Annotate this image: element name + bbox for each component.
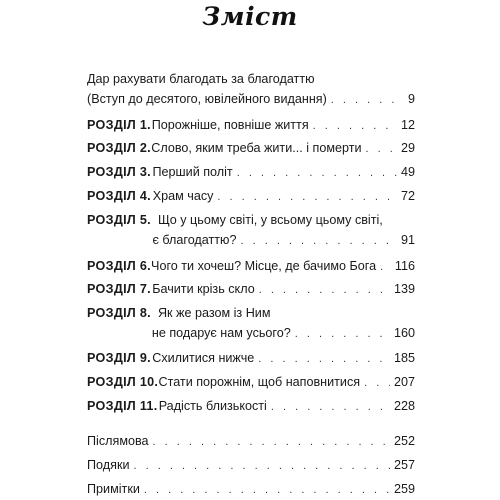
toc-entry-chapter-2[interactable] — [87, 138, 415, 158]
leader-dots — [258, 351, 390, 367]
leader-dots — [271, 399, 390, 415]
toc-entry-title: Примітки — [87, 482, 140, 496]
toc-entry-chapter-11[interactable] — [87, 396, 415, 416]
leader-dots — [144, 482, 390, 498]
toc-entry-title-continued: є благодаттю? — [152, 233, 237, 247]
toc-entry-title: Дар рахувати благодать за благодаттю — [87, 72, 315, 86]
toc-entry-chapter-5[interactable] — [87, 210, 415, 250]
chapter-label: РОЗДІЛ 6. — [87, 259, 151, 273]
toc-entry-page: 139 — [393, 282, 415, 296]
toc-entry-title: Як же разом із Ним — [157, 306, 271, 320]
toc-entry-title: Післямова — [87, 434, 149, 448]
toc-entry-page: 91 — [400, 233, 415, 247]
leader-dots — [313, 118, 397, 134]
chapter-label: РОЗДІЛ 9. — [87, 351, 151, 365]
toc-entry-page: 12 — [400, 118, 415, 132]
toc-entry-afterword[interactable] — [87, 431, 415, 451]
chapter-label: РОЗДІЛ 3. — [87, 165, 151, 179]
chapter-label: РОЗДІЛ 5. — [87, 213, 151, 227]
toc-entry-page: 207 — [393, 375, 415, 389]
toc-entry-title: Храм часу — [152, 189, 214, 203]
leader-dots — [295, 326, 390, 342]
toc-entry-page: 257 — [393, 458, 415, 472]
toc-entry-page: 72 — [400, 189, 415, 203]
toc-entry-title: Що у цьому світі, у всьому цьому світі, — [157, 213, 383, 227]
toc-entry-title: Подяки — [87, 458, 130, 472]
toc-entry-title: Стати порожнім, щоб наповнитися — [158, 375, 361, 389]
chapter-label: РОЗДІЛ 8. — [87, 306, 151, 320]
toc-entry-chapter-8[interactable] — [87, 303, 415, 343]
toc-entry-chapter-4[interactable] — [87, 186, 415, 206]
toc-entry-title-continued: не подарує нам усього? — [151, 326, 291, 340]
chapter-label: РОЗДІЛ 2. — [87, 141, 151, 155]
leader-dots — [259, 282, 390, 298]
toc-entry-acknowledgements[interactable] — [87, 455, 415, 475]
toc-entry-page: 228 — [393, 399, 415, 413]
toc-entry-title: Порожніше, повніше життя — [151, 118, 309, 132]
toc-entry-notes[interactable] — [87, 479, 415, 499]
toc-entry-intro[interactable] — [87, 69, 415, 109]
toc-entry-title: Перший політ — [152, 165, 233, 179]
toc-entry-title: Бачити крізь скло — [152, 282, 255, 296]
chapter-label: РОЗДІЛ 10. — [87, 375, 159, 389]
leader-dots — [217, 189, 397, 205]
toc-entry-page: 252 — [393, 434, 415, 448]
toc-entry-chapter-10[interactable] — [87, 372, 415, 392]
toc-entry-chapter-3[interactable] — [87, 162, 415, 182]
toc-entry-title: Слово, яким треба жити... і померти — [151, 141, 362, 155]
chapter-label: РОЗДІЛ 11. — [87, 399, 158, 413]
toc-entry-page: 160 — [393, 326, 415, 340]
toc-entry-page: 9 — [407, 92, 415, 106]
leader-dots — [366, 141, 397, 157]
toc-entry-page: 116 — [394, 259, 415, 273]
leader-dots — [380, 259, 391, 275]
toc-entry-page: 259 — [393, 482, 415, 496]
toc-entry-title: Чого ти хочеш? Місце, де бачимо Бога — [151, 259, 377, 273]
chapter-label: РОЗДІЛ 7. — [87, 282, 151, 296]
leader-dots — [237, 165, 397, 181]
toc-entry-title: Схилитися нижче — [152, 351, 255, 365]
toc-entry-page: 49 — [400, 165, 415, 179]
chapter-label: РОЗДІЛ 4. — [87, 189, 151, 203]
toc-entry-title-continued: (Вступ до десятого, ювілейного видання) — [87, 92, 327, 106]
page-title: Зміст — [202, 2, 298, 31]
chapter-label: РОЗДІЛ 1. — [87, 118, 151, 132]
leader-dots — [364, 375, 390, 391]
leader-dots — [240, 233, 397, 249]
toc-entry-page: 185 — [393, 351, 415, 365]
toc-entry-page: 29 — [400, 141, 415, 155]
toc-entry-title: Радість близькості — [158, 399, 267, 413]
toc-entry-chapter-7[interactable] — [87, 279, 415, 299]
leader-dots — [331, 92, 404, 108]
toc-entry-chapter-9[interactable] — [87, 348, 415, 368]
leader-dots — [134, 458, 390, 474]
leader-dots — [153, 434, 390, 450]
toc-entry-chapter-1[interactable] — [87, 115, 415, 135]
toc-entry-chapter-6[interactable] — [87, 256, 415, 276]
